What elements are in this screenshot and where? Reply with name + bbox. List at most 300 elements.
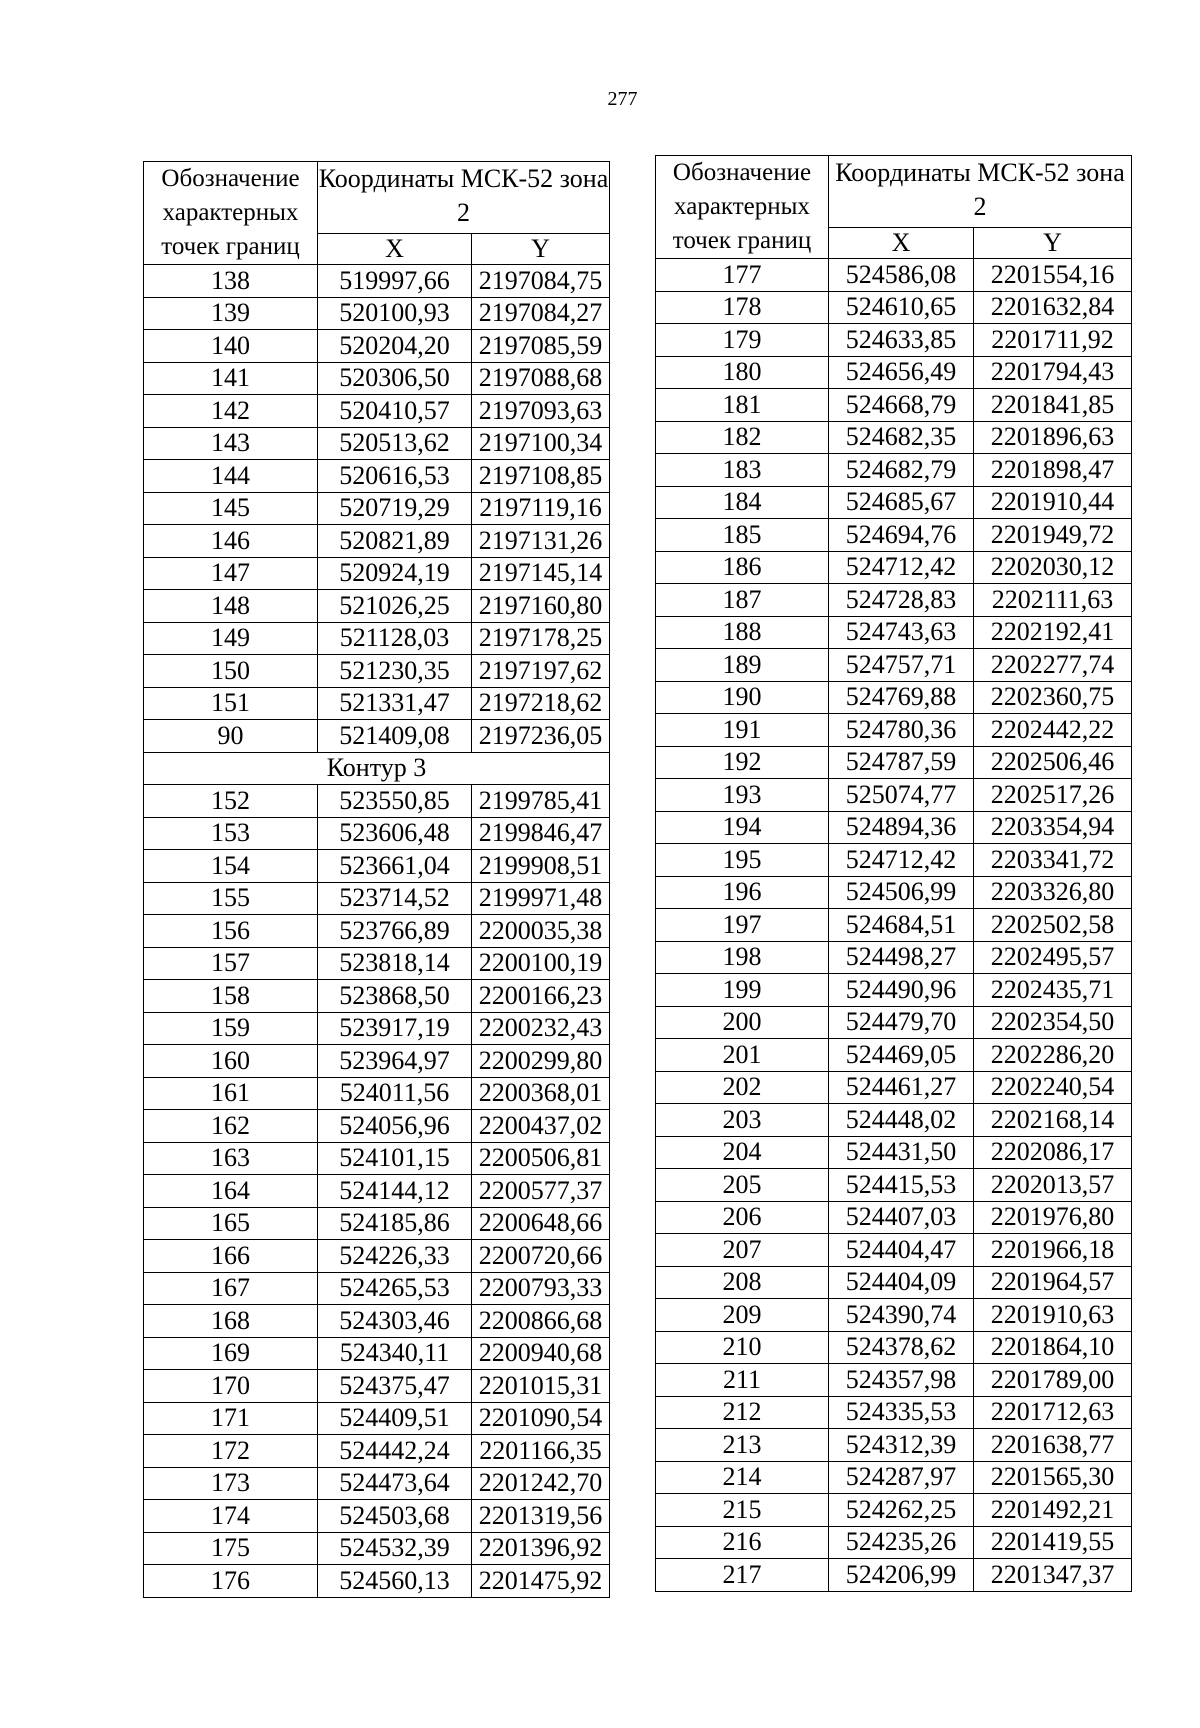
x-cell: 524340,11 — [318, 1337, 472, 1370]
y-cell: 2201242,70 — [472, 1467, 610, 1500]
y-cell: 2202495,57 — [974, 941, 1132, 974]
point-cell: 160 — [144, 1045, 318, 1078]
y-cell: 2200866,68 — [472, 1305, 610, 1338]
x-cell: 520719,29 — [318, 492, 472, 525]
x-cell: 524375,47 — [318, 1370, 472, 1403]
point-cell: 143 — [144, 427, 318, 460]
point-cell: 176 — [144, 1565, 318, 1598]
table-row — [144, 1370, 610, 1403]
point-cell: 177 — [656, 259, 829, 292]
point-cell: 193 — [656, 779, 829, 812]
table-row — [656, 909, 1132, 942]
table-row — [144, 1207, 610, 1240]
y-cell: 2202013,57 — [974, 1169, 1132, 1202]
table-row — [144, 1175, 610, 1208]
x-cell: 524101,15 — [318, 1142, 472, 1175]
y-cell: 2201910,63 — [974, 1299, 1132, 1332]
point-cell: 191 — [656, 714, 829, 747]
x-cell: 524560,13 — [318, 1565, 472, 1598]
table-row — [144, 362, 610, 395]
table-row — [656, 356, 1132, 389]
x-cell: 524442,24 — [318, 1435, 472, 1468]
y-cell: 2199846,47 — [472, 817, 610, 850]
y-cell: 2201015,31 — [472, 1370, 610, 1403]
y-cell: 2197145,14 — [472, 557, 610, 590]
y-cell: 2201976,80 — [974, 1201, 1132, 1234]
y-cell: 2197088,68 — [472, 362, 610, 395]
y-cell: 2201475,92 — [472, 1565, 610, 1598]
x-cell: 521331,47 — [318, 687, 472, 720]
point-cell: 201 — [656, 1039, 829, 1072]
y-cell: 2197084,75 — [472, 265, 610, 298]
point-cell: 139 — [144, 297, 318, 330]
y-cell: 2202277,74 — [974, 649, 1132, 682]
y-cell: 2202506,46 — [974, 746, 1132, 779]
table-row — [144, 330, 610, 363]
x-cell: 524685,67 — [829, 486, 974, 519]
table-row — [656, 681, 1132, 714]
table-row — [656, 324, 1132, 357]
x-cell: 524390,74 — [829, 1299, 974, 1332]
point-cell: 172 — [144, 1435, 318, 1468]
y-cell: 2197100,34 — [472, 427, 610, 460]
y-cell: 2202517,26 — [974, 779, 1132, 812]
x-cell: 521128,03 — [318, 622, 472, 655]
x-cell: 523818,14 — [318, 947, 472, 980]
x-cell: 524757,71 — [829, 649, 974, 682]
point-cell: 200 — [656, 1006, 829, 1039]
table-row — [144, 655, 610, 688]
table-row — [144, 622, 610, 655]
point-cell: 204 — [656, 1136, 829, 1169]
table-row — [656, 1364, 1132, 1397]
point-cell: 190 — [656, 681, 829, 714]
x-cell: 524532,39 — [318, 1532, 472, 1565]
x-cell: 520616,53 — [318, 460, 472, 493]
point-cell: 171 — [144, 1402, 318, 1435]
table-row — [144, 265, 610, 298]
y-cell: 2200940,68 — [472, 1337, 610, 1370]
x-cell: 524144,12 — [318, 1175, 472, 1208]
table-row — [656, 551, 1132, 584]
y-cell: 2201166,35 — [472, 1435, 610, 1468]
table-row — [144, 1305, 610, 1338]
x-cell: 524303,46 — [318, 1305, 472, 1338]
point-cell: 146 — [144, 525, 318, 558]
point-cell: 161 — [144, 1077, 318, 1110]
y-cell: 2199908,51 — [472, 850, 610, 883]
table-row — [656, 1526, 1132, 1559]
header-x: X — [829, 228, 974, 259]
point-cell: 207 — [656, 1234, 829, 1267]
x-cell: 524473,64 — [318, 1467, 472, 1500]
table-header — [144, 162, 610, 265]
table-row — [144, 492, 610, 525]
y-cell: 2200299,80 — [472, 1045, 610, 1078]
y-cell: 2201864,10 — [974, 1331, 1132, 1364]
point-cell: 152 — [144, 785, 318, 818]
x-cell: 524226,33 — [318, 1240, 472, 1273]
y-cell: 2201841,85 — [974, 389, 1132, 422]
x-cell: 524610,65 — [829, 291, 974, 324]
y-cell: 2201898,47 — [974, 454, 1132, 487]
x-cell: 524780,36 — [829, 714, 974, 747]
x-cell: 520410,57 — [318, 395, 472, 428]
point-cell: 167 — [144, 1272, 318, 1305]
point-cell: 149 — [144, 622, 318, 655]
x-cell: 524506,99 — [829, 876, 974, 909]
x-cell: 523661,04 — [318, 850, 472, 883]
table-row — [656, 291, 1132, 324]
y-cell: 2200577,37 — [472, 1175, 610, 1208]
point-cell: 183 — [656, 454, 829, 487]
point-cell: 154 — [144, 850, 318, 883]
y-cell: 2201910,44 — [974, 486, 1132, 519]
x-cell: 524668,79 — [829, 389, 974, 422]
table-row — [656, 486, 1132, 519]
table-row — [656, 1396, 1132, 1429]
y-cell: 2201347,37 — [974, 1559, 1132, 1592]
point-cell: 181 — [656, 389, 829, 422]
x-cell: 520306,50 — [318, 362, 472, 395]
point-cell: 211 — [656, 1364, 829, 1397]
table-row — [656, 1429, 1132, 1462]
table-row — [656, 1331, 1132, 1364]
x-cell: 524265,53 — [318, 1272, 472, 1305]
header-coordinates: Координаты МСК-52 зона 2 — [829, 156, 1132, 228]
x-cell: 523917,19 — [318, 1012, 472, 1045]
y-cell: 2200100,19 — [472, 947, 610, 980]
y-cell: 2203341,72 — [974, 844, 1132, 877]
x-cell: 524357,98 — [829, 1364, 974, 1397]
y-cell: 2203354,94 — [974, 811, 1132, 844]
y-cell: 2201492,21 — [974, 1494, 1132, 1527]
point-cell: 170 — [144, 1370, 318, 1403]
x-cell: 524743,63 — [829, 616, 974, 649]
x-cell: 524728,83 — [829, 584, 974, 617]
y-cell: 2202030,12 — [974, 551, 1132, 584]
point-cell: 141 — [144, 362, 318, 395]
x-cell: 524409,51 — [318, 1402, 472, 1435]
point-cell: 151 — [144, 687, 318, 720]
point-cell: 192 — [656, 746, 829, 779]
table-row — [656, 811, 1132, 844]
point-cell: 157 — [144, 947, 318, 980]
x-cell: 524056,96 — [318, 1110, 472, 1143]
table-row — [144, 395, 610, 428]
table-row — [656, 1136, 1132, 1169]
y-cell: 2201964,57 — [974, 1266, 1132, 1299]
table-row — [144, 1337, 610, 1370]
point-cell: 216 — [656, 1526, 829, 1559]
point-cell: 159 — [144, 1012, 318, 1045]
y-cell: 2200648,66 — [472, 1207, 610, 1240]
point-cell: 197 — [656, 909, 829, 942]
y-cell: 2197218,62 — [472, 687, 610, 720]
header-y: Y — [974, 228, 1132, 259]
y-cell: 2197119,16 — [472, 492, 610, 525]
table-row — [144, 427, 610, 460]
point-cell: 205 — [656, 1169, 829, 1202]
x-cell: 523714,52 — [318, 882, 472, 915]
table-row — [656, 1234, 1132, 1267]
y-cell: 2201966,18 — [974, 1234, 1132, 1267]
x-cell: 524682,79 — [829, 454, 974, 487]
table-row — [144, 1467, 610, 1500]
table-row — [656, 1299, 1132, 1332]
point-cell: 202 — [656, 1071, 829, 1104]
table-row — [144, 817, 610, 850]
point-cell: 203 — [656, 1104, 829, 1137]
y-cell: 2201396,92 — [472, 1532, 610, 1565]
x-cell: 521026,25 — [318, 590, 472, 623]
point-cell: 166 — [144, 1240, 318, 1273]
table-row — [144, 1012, 610, 1045]
point-cell: 150 — [144, 655, 318, 688]
y-cell: 2201638,77 — [974, 1429, 1132, 1462]
point-cell: 174 — [144, 1500, 318, 1533]
y-cell: 2202442,22 — [974, 714, 1132, 747]
point-cell: 194 — [656, 811, 829, 844]
table-row — [656, 584, 1132, 617]
table-row — [656, 1071, 1132, 1104]
y-cell: 2201554,16 — [974, 259, 1132, 292]
point-cell: 138 — [144, 265, 318, 298]
x-cell: 523606,48 — [318, 817, 472, 850]
point-cell: 163 — [144, 1142, 318, 1175]
point-cell: 185 — [656, 519, 829, 552]
table-row — [656, 779, 1132, 812]
point-cell: 209 — [656, 1299, 829, 1332]
y-cell: 2197085,59 — [472, 330, 610, 363]
y-cell: 2202192,41 — [974, 616, 1132, 649]
x-cell: 520204,20 — [318, 330, 472, 363]
table-row — [656, 1201, 1132, 1234]
table-row — [144, 1142, 610, 1175]
y-cell: 2200506,81 — [472, 1142, 610, 1175]
y-cell: 2200793,33 — [472, 1272, 610, 1305]
y-cell: 2197160,80 — [472, 590, 610, 623]
y-cell: 2201632,84 — [974, 291, 1132, 324]
point-cell: 90 — [144, 720, 318, 753]
table-row — [656, 1006, 1132, 1039]
point-cell: 153 — [144, 817, 318, 850]
table-row — [144, 687, 610, 720]
coordinates-table-left — [143, 161, 610, 1598]
table-header — [656, 156, 1132, 259]
table-row — [656, 1461, 1132, 1494]
x-cell: 523550,85 — [318, 785, 472, 818]
point-cell: 206 — [656, 1201, 829, 1234]
point-cell: 217 — [656, 1559, 829, 1592]
x-cell: 521409,08 — [318, 720, 472, 753]
coordinates-table-right — [655, 155, 1132, 1592]
x-cell: 524787,59 — [829, 746, 974, 779]
x-cell: 520924,19 — [318, 557, 472, 590]
y-cell: 2202360,75 — [974, 681, 1132, 714]
point-cell: 144 — [144, 460, 318, 493]
table-row — [144, 980, 610, 1013]
table-row — [144, 557, 610, 590]
x-cell: 519997,66 — [318, 265, 472, 298]
point-cell: 195 — [656, 844, 829, 877]
x-cell: 520513,62 — [318, 427, 472, 460]
table-row — [144, 1110, 610, 1143]
x-cell: 521230,35 — [318, 655, 472, 688]
x-cell: 524498,27 — [829, 941, 974, 974]
y-cell: 2201711,92 — [974, 324, 1132, 357]
y-cell: 2202286,20 — [974, 1039, 1132, 1072]
header-y: Y — [472, 234, 610, 265]
point-cell: 145 — [144, 492, 318, 525]
table-row — [144, 1435, 610, 1468]
y-cell: 2201794,43 — [974, 356, 1132, 389]
table-row — [656, 746, 1132, 779]
y-cell: 2201565,30 — [974, 1461, 1132, 1494]
table-row — [144, 1500, 610, 1533]
y-cell: 2202435,71 — [974, 974, 1132, 1007]
x-cell: 520821,89 — [318, 525, 472, 558]
section-label: Контур 3 — [144, 752, 610, 785]
y-cell: 2201712,63 — [974, 1396, 1132, 1429]
table-body — [656, 259, 1132, 1592]
y-cell: 2203326,80 — [974, 876, 1132, 909]
x-cell: 524448,02 — [829, 1104, 974, 1137]
y-cell: 2201949,72 — [974, 519, 1132, 552]
table-row — [144, 525, 610, 558]
x-cell: 524503,68 — [318, 1500, 472, 1533]
x-cell: 524235,26 — [829, 1526, 974, 1559]
point-cell: 199 — [656, 974, 829, 1007]
x-cell: 524378,62 — [829, 1331, 974, 1364]
point-cell: 212 — [656, 1396, 829, 1429]
point-cell: 198 — [656, 941, 829, 974]
x-cell: 524586,08 — [829, 259, 974, 292]
point-cell: 165 — [144, 1207, 318, 1240]
table-row — [656, 1494, 1132, 1527]
point-cell: 189 — [656, 649, 829, 682]
y-cell: 2202354,50 — [974, 1006, 1132, 1039]
table-row — [144, 297, 610, 330]
point-cell: 187 — [656, 584, 829, 617]
x-cell: 524769,88 — [829, 681, 974, 714]
x-cell: 525074,77 — [829, 779, 974, 812]
table-row — [656, 714, 1132, 747]
point-cell: 210 — [656, 1331, 829, 1364]
point-cell: 164 — [144, 1175, 318, 1208]
x-cell: 524656,49 — [829, 356, 974, 389]
point-cell: 208 — [656, 1266, 829, 1299]
table-row — [656, 844, 1132, 877]
y-cell: 2201789,00 — [974, 1364, 1132, 1397]
x-cell: 524684,51 — [829, 909, 974, 942]
table-row — [656, 1039, 1132, 1072]
y-cell: 2201090,54 — [472, 1402, 610, 1435]
y-cell: 2202111,63 — [974, 584, 1132, 617]
x-cell: 524633,85 — [829, 324, 974, 357]
point-cell: 179 — [656, 324, 829, 357]
y-cell: 2200166,23 — [472, 980, 610, 1013]
x-cell: 524479,70 — [829, 1006, 974, 1039]
x-cell: 523964,97 — [318, 1045, 472, 1078]
x-cell: 524431,50 — [829, 1136, 974, 1169]
x-cell: 524490,96 — [829, 974, 974, 1007]
point-cell: 182 — [656, 421, 829, 454]
table-row — [144, 460, 610, 493]
point-cell: 140 — [144, 330, 318, 363]
header-coordinates: Координаты МСК-52 зона 2 — [318, 162, 610, 234]
section-row — [144, 752, 610, 785]
point-cell: 148 — [144, 590, 318, 623]
x-cell: 524682,35 — [829, 421, 974, 454]
point-cell: 173 — [144, 1467, 318, 1500]
x-cell: 524404,47 — [829, 1234, 974, 1267]
x-cell: 524407,03 — [829, 1201, 974, 1234]
y-cell: 2201419,55 — [974, 1526, 1132, 1559]
x-cell: 523868,50 — [318, 980, 472, 1013]
x-cell: 524262,25 — [829, 1494, 974, 1527]
x-cell: 524894,36 — [829, 811, 974, 844]
point-cell: 214 — [656, 1461, 829, 1494]
point-cell: 188 — [656, 616, 829, 649]
y-cell: 2197178,25 — [472, 622, 610, 655]
x-cell: 524404,09 — [829, 1266, 974, 1299]
table-row — [656, 1169, 1132, 1202]
point-cell: 168 — [144, 1305, 318, 1338]
table-row — [144, 915, 610, 948]
table-row — [144, 1077, 610, 1110]
point-cell: 155 — [144, 882, 318, 915]
y-cell: 2197236,05 — [472, 720, 610, 753]
y-cell: 2197108,85 — [472, 460, 610, 493]
point-cell: 184 — [656, 486, 829, 519]
table-row — [144, 947, 610, 980]
y-cell: 2199785,41 — [472, 785, 610, 818]
y-cell: 2201896,63 — [974, 421, 1132, 454]
table-row — [144, 1045, 610, 1078]
point-cell: 175 — [144, 1532, 318, 1565]
x-cell: 524415,53 — [829, 1169, 974, 1202]
table-body — [144, 265, 610, 1598]
point-cell: 147 — [144, 557, 318, 590]
table-row — [144, 720, 610, 753]
point-cell: 196 — [656, 876, 829, 909]
y-cell: 2202086,17 — [974, 1136, 1132, 1169]
x-cell: 524461,27 — [829, 1071, 974, 1104]
point-cell: 186 — [656, 551, 829, 584]
point-cell: 178 — [656, 291, 829, 324]
table-row — [656, 389, 1132, 422]
x-cell: 524712,42 — [829, 551, 974, 584]
x-cell: 524335,53 — [829, 1396, 974, 1429]
y-cell: 2199971,48 — [472, 882, 610, 915]
y-cell: 2200232,43 — [472, 1012, 610, 1045]
table-row — [144, 590, 610, 623]
y-cell: 2200720,66 — [472, 1240, 610, 1273]
y-cell: 2197093,63 — [472, 395, 610, 428]
point-cell: 142 — [144, 395, 318, 428]
table-row — [144, 882, 610, 915]
table-row — [656, 616, 1132, 649]
y-cell: 2201319,56 — [472, 1500, 610, 1533]
table-row — [656, 649, 1132, 682]
x-cell: 524312,39 — [829, 1429, 974, 1462]
x-cell: 524206,99 — [829, 1559, 974, 1592]
x-cell: 524469,05 — [829, 1039, 974, 1072]
table-row — [144, 1532, 610, 1565]
table-row — [144, 785, 610, 818]
x-cell: 524287,97 — [829, 1461, 974, 1494]
